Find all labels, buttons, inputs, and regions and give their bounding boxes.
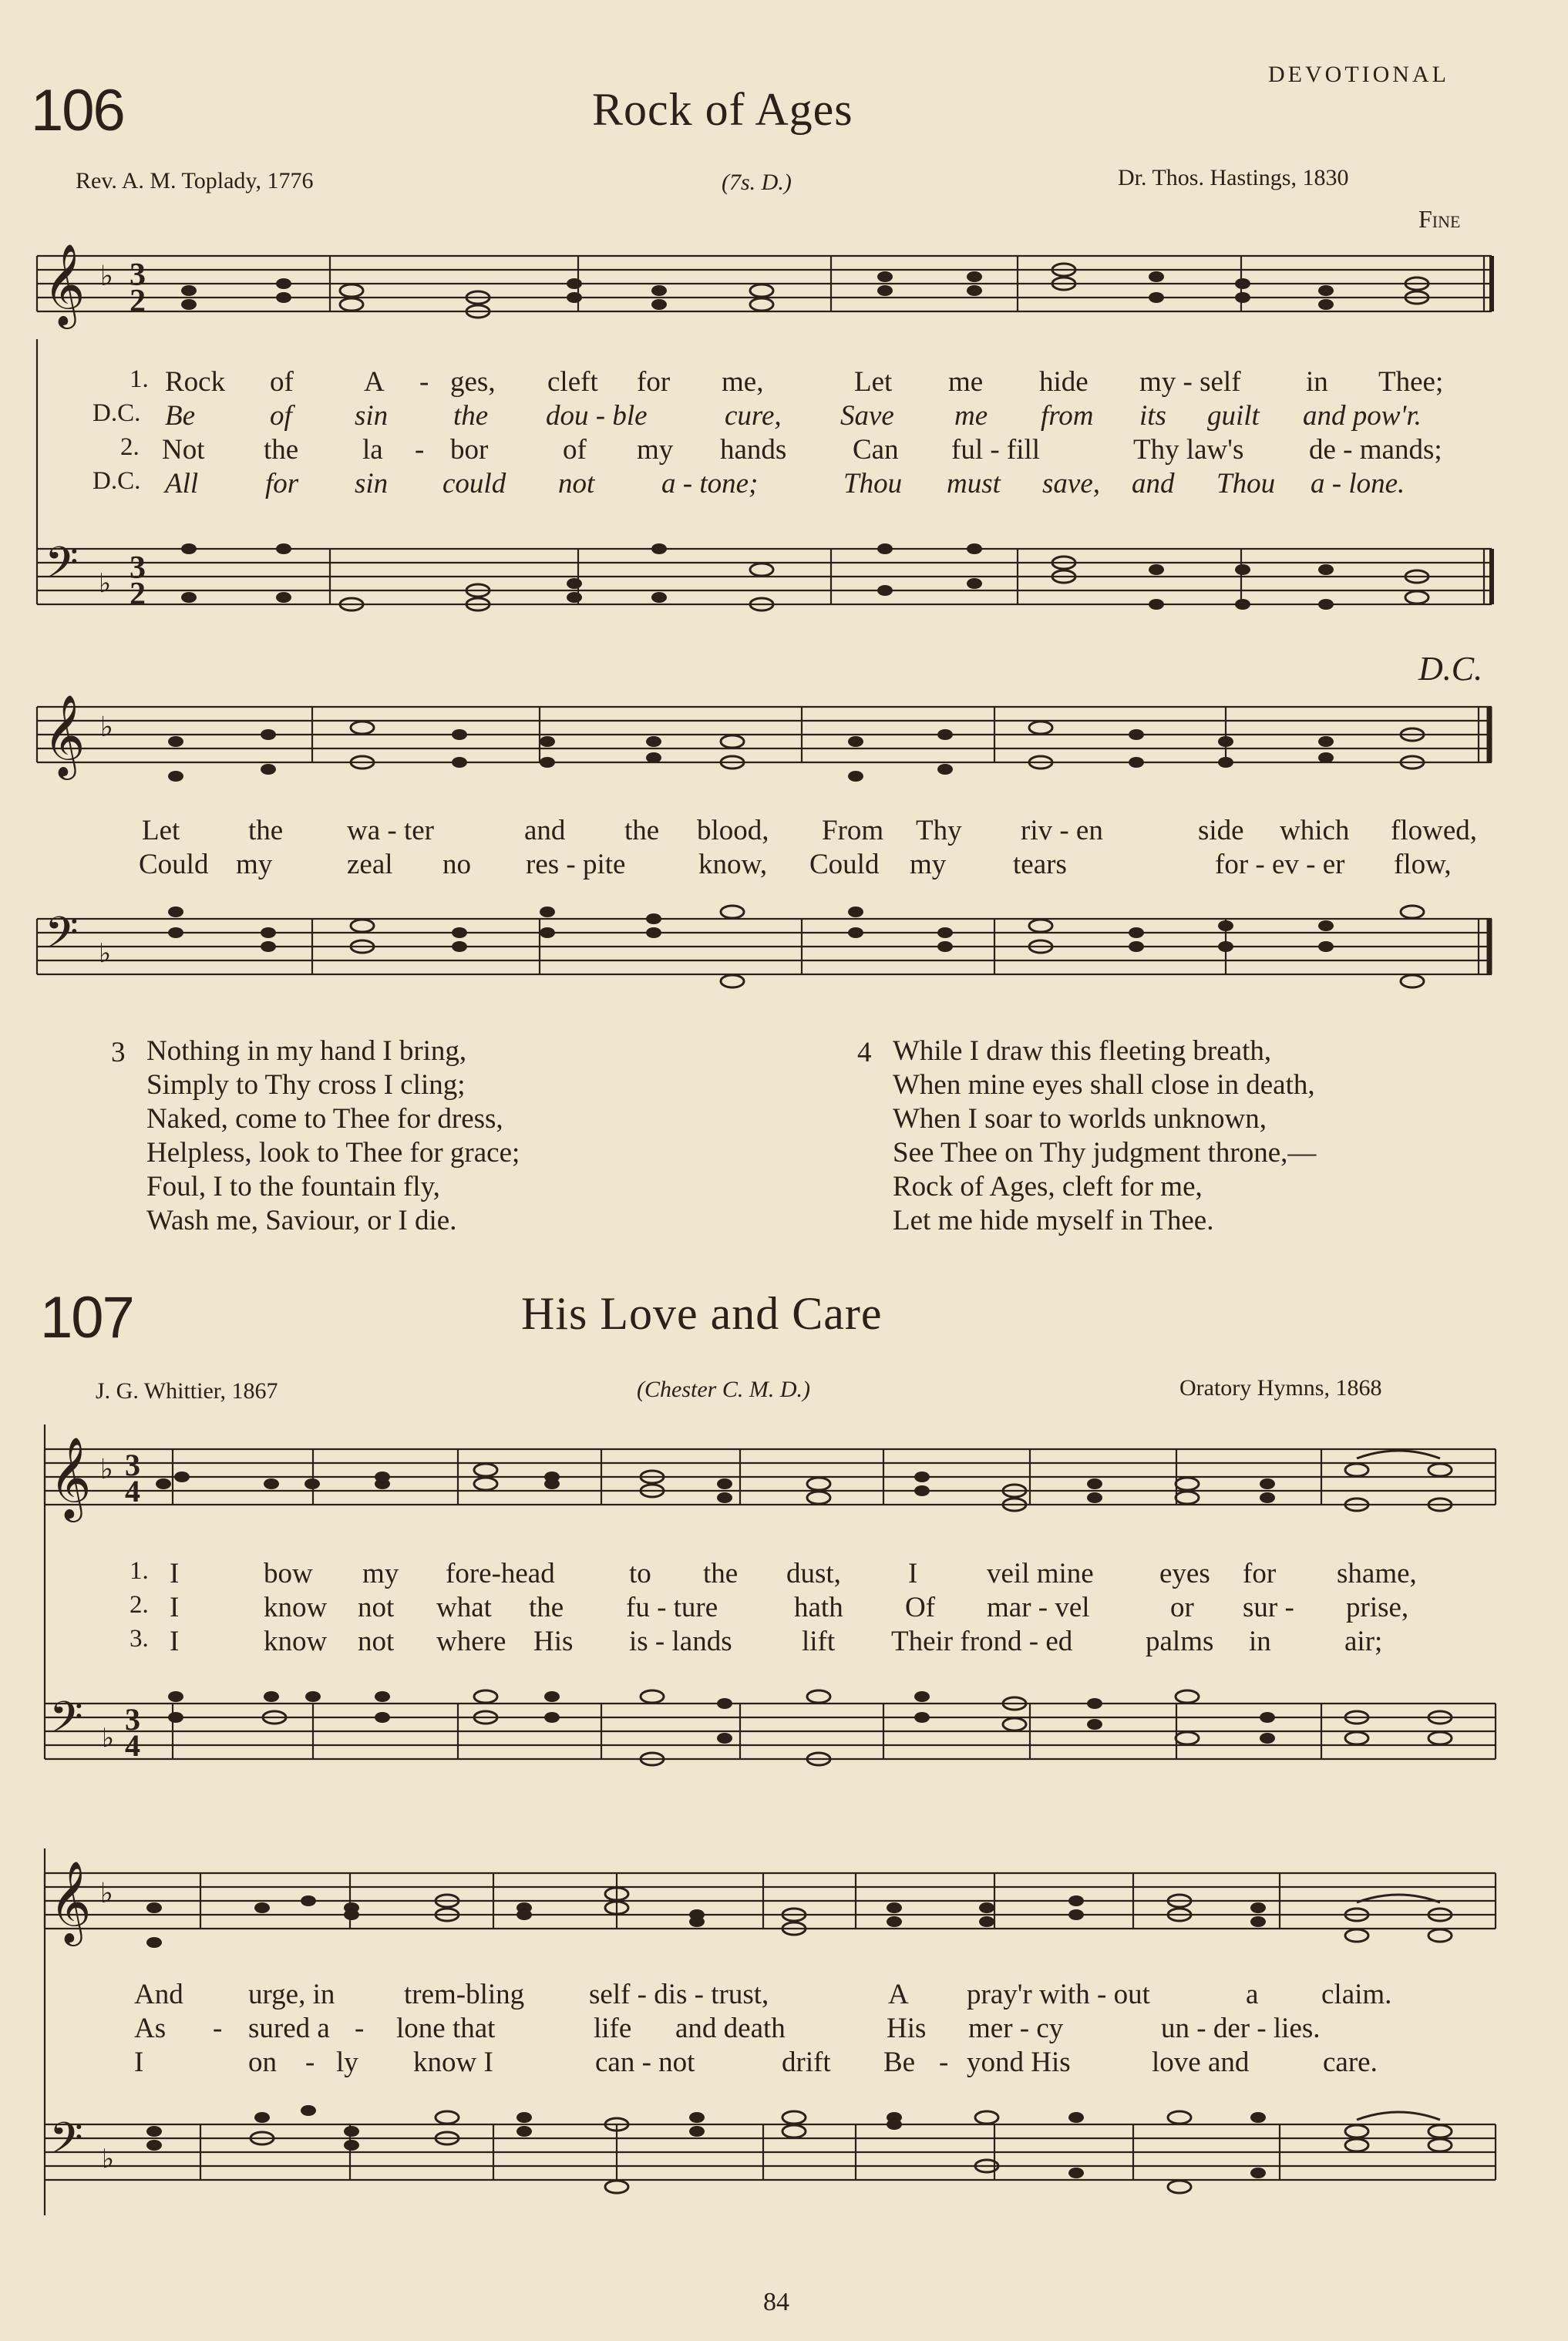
music-staff-treble: [0, 231, 1568, 339]
music-staff-bass: [0, 524, 1568, 671]
svg-text:𝄞: 𝄞: [49, 1862, 92, 1941]
hymn-title-106: Rock of Ages: [592, 84, 853, 135]
svg-text:2: 2: [130, 577, 146, 612]
svg-text:3: 3: [130, 257, 146, 293]
svg-text:♭: ♭: [100, 1454, 113, 1485]
lyric-line: Let the wa - ter and the blood, From Thy riv - en side which flowed,: [142, 815, 1477, 846]
hymn-author-106: Rev. A. M. Toplady, 1776: [76, 168, 314, 193]
lyric-line: 2. I know not what the fu - ture hath Of mar - vel or sur - prise,: [130, 1591, 1409, 1623]
svg-text:𝄞: 𝄞: [43, 696, 86, 775]
svg-text:2: 2: [130, 284, 146, 319]
hymn-number-106: 106: [31, 78, 124, 143]
lyric-line: I on - ly know I can - not drift Be - yond His love and care.: [134, 2047, 1378, 2078]
svg-text:♭: ♭: [102, 2145, 115, 2174]
lyric-line: D.C. Be of sin the dou - ble cure, Save me from its guilt and pow'r.: [93, 399, 1422, 432]
lyric-line: 1. I bow my fore-head to the dust, I veil mine eyes for shame,: [130, 1557, 1417, 1589]
page-number: 84: [763, 2288, 789, 2316]
hymn-number-107: 107: [40, 1285, 133, 1350]
hymn-author-107: J. G. Whittier, 1867: [96, 1378, 278, 1404]
lyric-line: And urge, in trem-bling self - dis - trust, A pray'r with - out a claim.: [134, 1979, 1392, 2010]
svg-text:𝄢: 𝄢: [45, 909, 79, 967]
hymn-composer-106: Dr. Thos. Hastings, 1830: [1118, 165, 1349, 190]
music-staff-bass: [0, 894, 1568, 1010]
svg-text:𝄞: 𝄞: [43, 245, 86, 324]
svg-text:3: 3: [125, 1702, 140, 1737]
music-staff-treble: [0, 1848, 1568, 1964]
svg-text:♭: ♭: [100, 1878, 113, 1909]
fine-mark: Fine: [1418, 205, 1461, 233]
lyric-line: As - sured a - lone that life and death His mer - cy un - der - lies.: [134, 2013, 1321, 2044]
music-staff-treble: [0, 682, 1568, 790]
svg-text:𝄢: 𝄢: [49, 2114, 83, 2173]
hymn-meter-106: (7s. D.): [722, 170, 792, 195]
svg-text:𝄢: 𝄢: [49, 1694, 83, 1752]
stanza-3: 3 Nothing in my hand I bring, Simply to Thy cross I cling; Naked, come to Thee for dress, Helpless, look to Thee for grace; Foul, I to the fountain fly, Wash me, Saviour, or I die.: [111, 1035, 520, 1236]
dc-mark: D.C.: [1418, 650, 1483, 688]
lyric-line: 3. I know not where His is - lands lift Their frond - ed palms in air;: [130, 1625, 1383, 1657]
lyric-line: D.C. All for sin could not a - tone; Thou must save, and Thou a - lone.: [93, 467, 1405, 499]
hymn-title-107: His Love and Care: [521, 1288, 883, 1339]
music-staff-treble: [0, 1424, 1568, 1540]
svg-text:𝄞: 𝄞: [49, 1438, 92, 1517]
svg-text:4: 4: [125, 1728, 140, 1763]
svg-text:♭: ♭: [99, 570, 112, 598]
svg-text:4: 4: [125, 1474, 140, 1509]
music-staff-bass: [0, 2100, 1568, 2246]
lyric-line: 2. Not the la - bor of my hands Can ful - fill Thy law's de - mands;: [120, 433, 1442, 466]
hymn-meter-107: (Chester C. M. D.): [637, 1377, 810, 1402]
svg-text:3: 3: [125, 1448, 140, 1482]
lyric-line: 1. Rock of A - ges, cleft for me, Let me hide my - self in Thee;: [130, 365, 1444, 398]
section-heading: DEVOTIONAL: [1268, 62, 1449, 87]
music-staff-bass: [0, 1679, 1568, 1818]
svg-text:♭: ♭: [102, 1724, 115, 1753]
svg-text:♭: ♭: [99, 940, 112, 968]
hymn-composer-107: Oratory Hymns, 1868: [1179, 1375, 1382, 1401]
svg-text:♭: ♭: [100, 711, 113, 742]
lyric-line: Could my zeal no res - pite know, Could my tears for - ev - er flow,: [139, 849, 1452, 880]
svg-text:♭: ♭: [100, 261, 113, 291]
svg-text:𝄢: 𝄢: [45, 539, 79, 597]
stanza-4: 4 While I draw this fleeting breath, When mine eyes shall close in death, When I soar to worlds unknown, See Thee on Thy judgment throne,— Rock of Ages, cleft for me, Let me hide myself in Thee.: [857, 1035, 1317, 1236]
svg-text:3: 3: [130, 550, 146, 586]
